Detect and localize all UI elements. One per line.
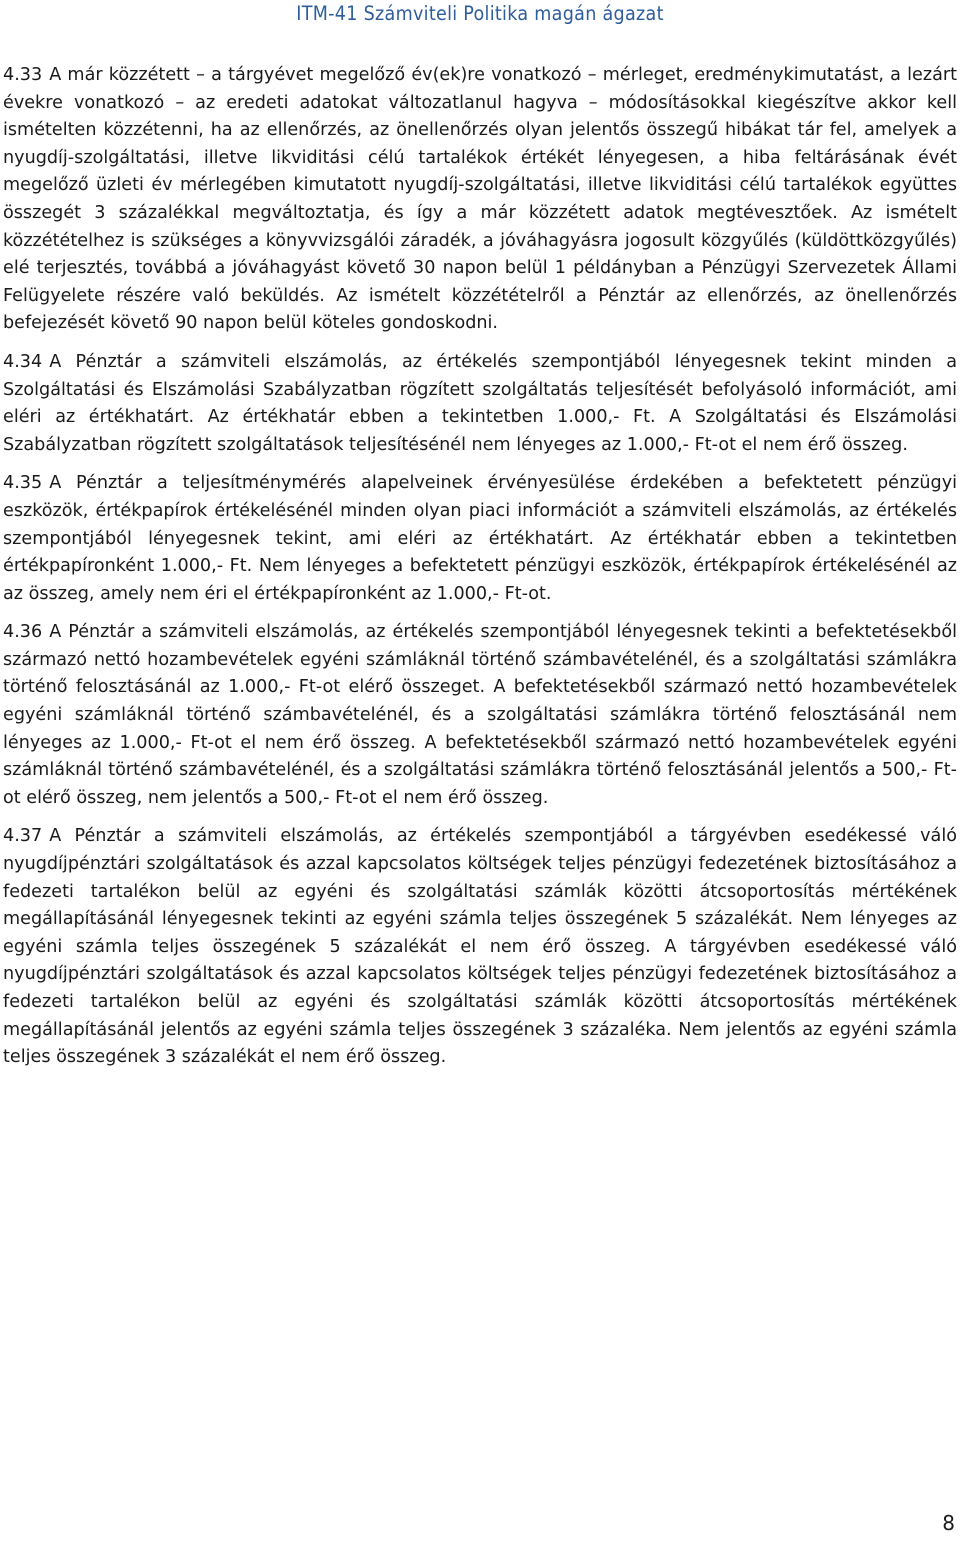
paragraph-number: 4.35 (3, 473, 43, 494)
paragraph-text: A Pénztár a számviteli elszámolás, az értékelés szempontjából lényegesnek tekint minden a Szolgáltatási és Elszámolási Szabályzatban rögzített szolgáltatás teljesítését befolyásoló információt, ami eléri az értékhatárt. Az értékhatár ebben a tekintetben 1.000,- Ft. A Szolgáltatási és Elszámolási Szabályzatban rögzített szolgáltatások teljesítésénél nem lényeges az 1.000,- Ft-ot el nem érő összeg. (3, 351, 957, 455)
paragraph-number: 4.34 (3, 351, 43, 372)
page-number: 8 (942, 1511, 955, 1535)
paragraph-4-33 (3, 62, 957, 338)
paragraph-text: A Pénztár a számviteli elszámolás, az értékelés szempontjából lényegesnek tekinti a befektetésekből származó nettó hozambevételek egyéni számláknál történő számbavételénél, és a szolgáltatási számlákra történő felosztásánál az 1.000,- Ft-ot elérő összeget. A befektetésekből származó nettó hozambevételek egyéni számláknál történő számbavételénél, és a szolgáltatási számlákra történő felosztásánál nem lényeges az 1.000,- Ft-ot el nem érő összeg. A befektetésekből származó nettó hozambevételek egyéni számláknál történő számbavételénél, és a szolgáltatási számlákra történő felosztásánál jelentős a 500,- Ft-ot elérő összeg, nem jelentős a 500,- Ft-ot el nem érő összeg. (3, 622, 957, 808)
document-header: ITM-41 Számviteli Politika magán ágazat (296, 2, 664, 25)
paragraph-4-36 (3, 619, 957, 812)
paragraph-text: A Pénztár a teljesítménymérés alapelveinek érvényesülése érdekében a befektetett pénzügyi eszközök, értékpapírok értékelésénél minden olyan piaci információt a számviteli elszámolás, az értékelés szempontjából lényegesnek tekint, ami eléri az értékhatárt. Az értékhatár ebben a tekintetben értékpapíronként 1.000,- Ft. Nem lényeges a befektetett pénzügyi eszközök, értékpapírok értékelésénél az az összeg, amely nem éri el értékpapíronként az 1.000,- Ft-ot. (3, 473, 957, 604)
paragraph-number: 4.37 (3, 826, 43, 847)
paragraph-4-37 (3, 823, 957, 1071)
paragraph-4-35 (3, 470, 957, 608)
paragraph-text: A Pénztár a számviteli elszámolás, az értékelés szempontjából a tárgyévben esedékessé váló nyugdíjpénztári szolgáltatások és azzal kapcsolatos költségek teljes pénzügyi fedezetének biztosításához a fedezeti tartalékon belül az egyéni és szolgáltatási számlák közötti átcsoportosítás mértékének megállapításánál lényegesnek tekinti az egyéni számla teljes összegének 5 százalékát. Nem lényeges az egyéni számla teljes összegének 5 százalékát el nem érő összeg. A tárgyévben esedékessé váló nyugdíjpénztári szolgáltatások és azzal kapcsolatos költségek teljes pénzügyi fedezetének biztosításához a fedezeti tartalékon belül az egyéni és szolgáltatási számlák közötti átcsoportosítás mértékének megállapításánál jelentős az egyéni számla teljes összegének 3 százaléka. Nem jelentős az egyéni számla teljes összegének 3 százalékát el nem érő összeg. (3, 826, 957, 1068)
paragraph-number: 4.36 (3, 622, 43, 643)
paragraph-text: A már közzétett – a tárgyévet megelőző év(ek)re vonatkozó – mérleget, eredménykimutatást, a lezárt évekre vonatkozó – az eredeti adatokat változatlanul hagyva – módosításokkal kiegészítve akkor kell ismételten közzétenni, ha az ellenőrzés, az önellenőrzés olyan jelentős összegű hibákat tár fel, amelyek a nyugdíj-szolgáltatási, illetve likviditási célú tartalékok értékét lényegesen, a hiba feltárásának évét megelőző üzleti év mérlegében kimutatott nyugdíj-szolgáltatási, illetve likviditási célú tartalékok együttes összegét 3 százalékkal megváltoztatja, és így a már közzétett adatok megtévesztőek. Az ismételt közzétételhez is szükséges a könyvvizsgálói záradék, a jóváhagyásra jogosult közgyűlés (küldöttközgyűlés) elé terjesztés, továbbá a jóváhagyást követő 30 napon belül 1 példányban a Pénzügyi Szervezetek Állami Felügyelete részére való beküldés. Az ismételt közzétételről a Pénztár az ellenőrzés, az önellenőrzés befejezését követő 90 napon belül köteles gondoskodni. (3, 65, 957, 334)
paragraph-4-34 (3, 349, 957, 459)
document-body (3, 62, 957, 1083)
paragraph-number: 4.33 (3, 65, 43, 85)
